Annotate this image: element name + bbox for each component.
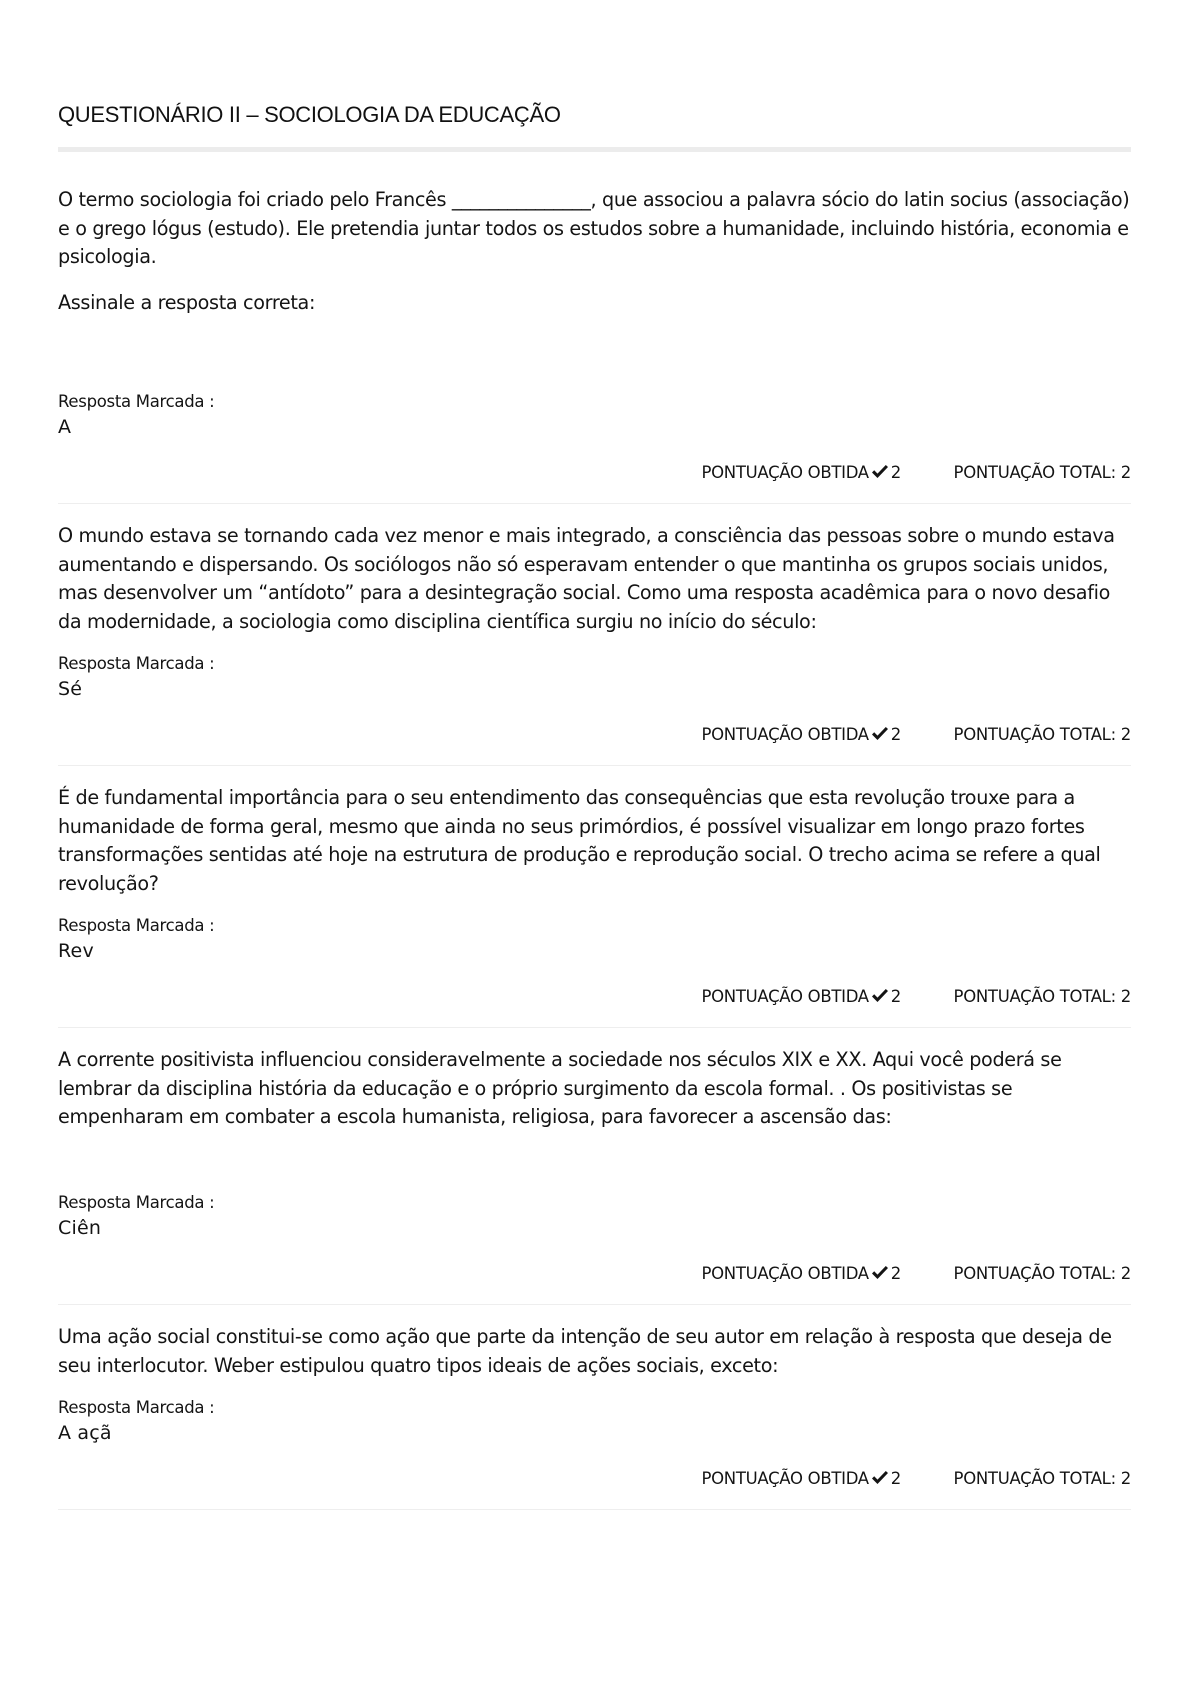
- answer-value: Ciên: [58, 1217, 102, 1239]
- score-obtained: [701, 463, 901, 482]
- check-icon: [871, 989, 889, 1003]
- question-text: Uma ação social constitui-se como ação que parte da intenção de seu autor em relação à resposta que deseja de seu interlocutor. Weber estipulou quatro tipos ideais de ações sociais, exceto:: [58, 1325, 1112, 1377]
- score-total: [954, 987, 1131, 1006]
- answer-label: Resposta Marcada :: [58, 1193, 215, 1212]
- score-obtained-label: PONTUAÇÃO OBTIDA: [701, 987, 869, 1006]
- score-obtained: [701, 987, 901, 1006]
- question-divider: [58, 765, 1131, 766]
- score-total-value: 2: [1120, 1264, 1131, 1283]
- score-total-label: PONTUAÇÃO TOTAL:: [953, 1264, 1116, 1283]
- answer-value: Rev: [58, 940, 94, 962]
- question-4: [58, 1046, 1131, 1132]
- score-total-value: 2: [1120, 1469, 1131, 1488]
- score-obtained-value: 2: [890, 1469, 901, 1488]
- score-obtained-label: PONTUAÇÃO OBTIDA: [701, 1469, 869, 1488]
- answer-label: Resposta Marcada :: [58, 916, 215, 935]
- answer-label: Resposta Marcada :: [58, 1398, 215, 1417]
- score-total: [954, 463, 1131, 482]
- answer-value: A açã: [58, 1422, 112, 1444]
- score-total-label: PONTUAÇÃO TOTAL:: [953, 987, 1116, 1006]
- question-text: O termo sociologia foi criado pelo Francês _______________, que associou a palavra sócio do latin socius (associação) e o grego lógus (estudo). Ele pretendia juntar todos os estudos sobre a humanidade, incluindo história, economia e psicologia.: [58, 188, 1130, 269]
- score-obtained-label: PONTUAÇÃO OBTIDA: [701, 725, 869, 744]
- question-text: É de fundamental importância para o seu entendimento das consequências que esta revolução trouxe para a humanidade de forma geral, mesmo que ainda no seus primórdios, é possível visualizar em longo prazo fortes transformações sentidas até hoje na estrutura de produção e reprodução social. O trecho acima se refere a qual revolução?: [58, 786, 1101, 895]
- question-3: [58, 784, 1131, 898]
- question-text: O mundo estava se tornando cada vez menor e mais integrado, a consciência das pessoas sobre o mundo estava aumentando e dispersando. Os sociólogos não só esperavam entender o que mantinha os grupos sociais unidos, mas desenvolver um “antídoto” para a desintegração social. Como uma resposta acadêmica para o novo desafio da modernidade, a sociologia como disciplina científica surgiu no início do século:: [58, 524, 1115, 633]
- score-obtained-value: 2: [890, 1264, 901, 1283]
- check-icon: [871, 465, 889, 479]
- answer-value: Sé: [58, 678, 83, 700]
- score-total-label: PONTUAÇÃO TOTAL:: [953, 725, 1116, 744]
- score-obtained-label: PONTUAÇÃO OBTIDA: [701, 463, 869, 482]
- score-obtained: [701, 725, 901, 744]
- answer-label: Resposta Marcada :: [58, 654, 215, 673]
- score-obtained-value: 2: [890, 463, 901, 482]
- check-icon: [871, 727, 889, 741]
- score-total-value: 2: [1120, 725, 1131, 744]
- score-total-label: PONTUAÇÃO TOTAL:: [953, 1469, 1116, 1488]
- question-divider: [58, 1027, 1131, 1028]
- question-divider: [58, 503, 1131, 504]
- page-title: QUESTIONÁRIO II – SOCIOLOGIA DA EDUCAÇÃO: [58, 102, 561, 127]
- score-obtained-label: PONTUAÇÃO OBTIDA: [701, 1264, 869, 1283]
- question-1: [58, 186, 1131, 317]
- question-divider: [58, 1509, 1131, 1510]
- title-divider: [58, 147, 1131, 152]
- question-instruction: Assinale a resposta correta:: [58, 290, 316, 314]
- score-total: [954, 1264, 1131, 1283]
- question-5: [58, 1323, 1131, 1380]
- question-text: A corrente positivista influenciou consideravelmente a sociedade nos séculos XIX e XX. Aqui você poderá se lembrar da disciplina história da educação e o próprio surgimento da escola formal. . Os positivistas se empenharam em combater a escola humanista, religiosa, para favorecer a ascensão das:: [58, 1048, 1062, 1129]
- score-obtained: [701, 1264, 901, 1283]
- score-total: [954, 1469, 1131, 1488]
- score-total-value: 2: [1120, 463, 1131, 482]
- check-icon: [871, 1471, 889, 1485]
- score-total-label: PONTUAÇÃO TOTAL:: [953, 463, 1116, 482]
- score-obtained: [701, 1469, 901, 1488]
- answer-value: A: [58, 416, 72, 438]
- question-divider: [58, 1304, 1131, 1305]
- score-obtained-value: 2: [890, 987, 901, 1006]
- score-obtained-value: 2: [890, 725, 901, 744]
- question-2: [58, 522, 1131, 636]
- score-total: [954, 725, 1131, 744]
- score-total-value: 2: [1120, 987, 1131, 1006]
- answer-label: Resposta Marcada :: [58, 392, 215, 411]
- check-icon: [871, 1266, 889, 1280]
